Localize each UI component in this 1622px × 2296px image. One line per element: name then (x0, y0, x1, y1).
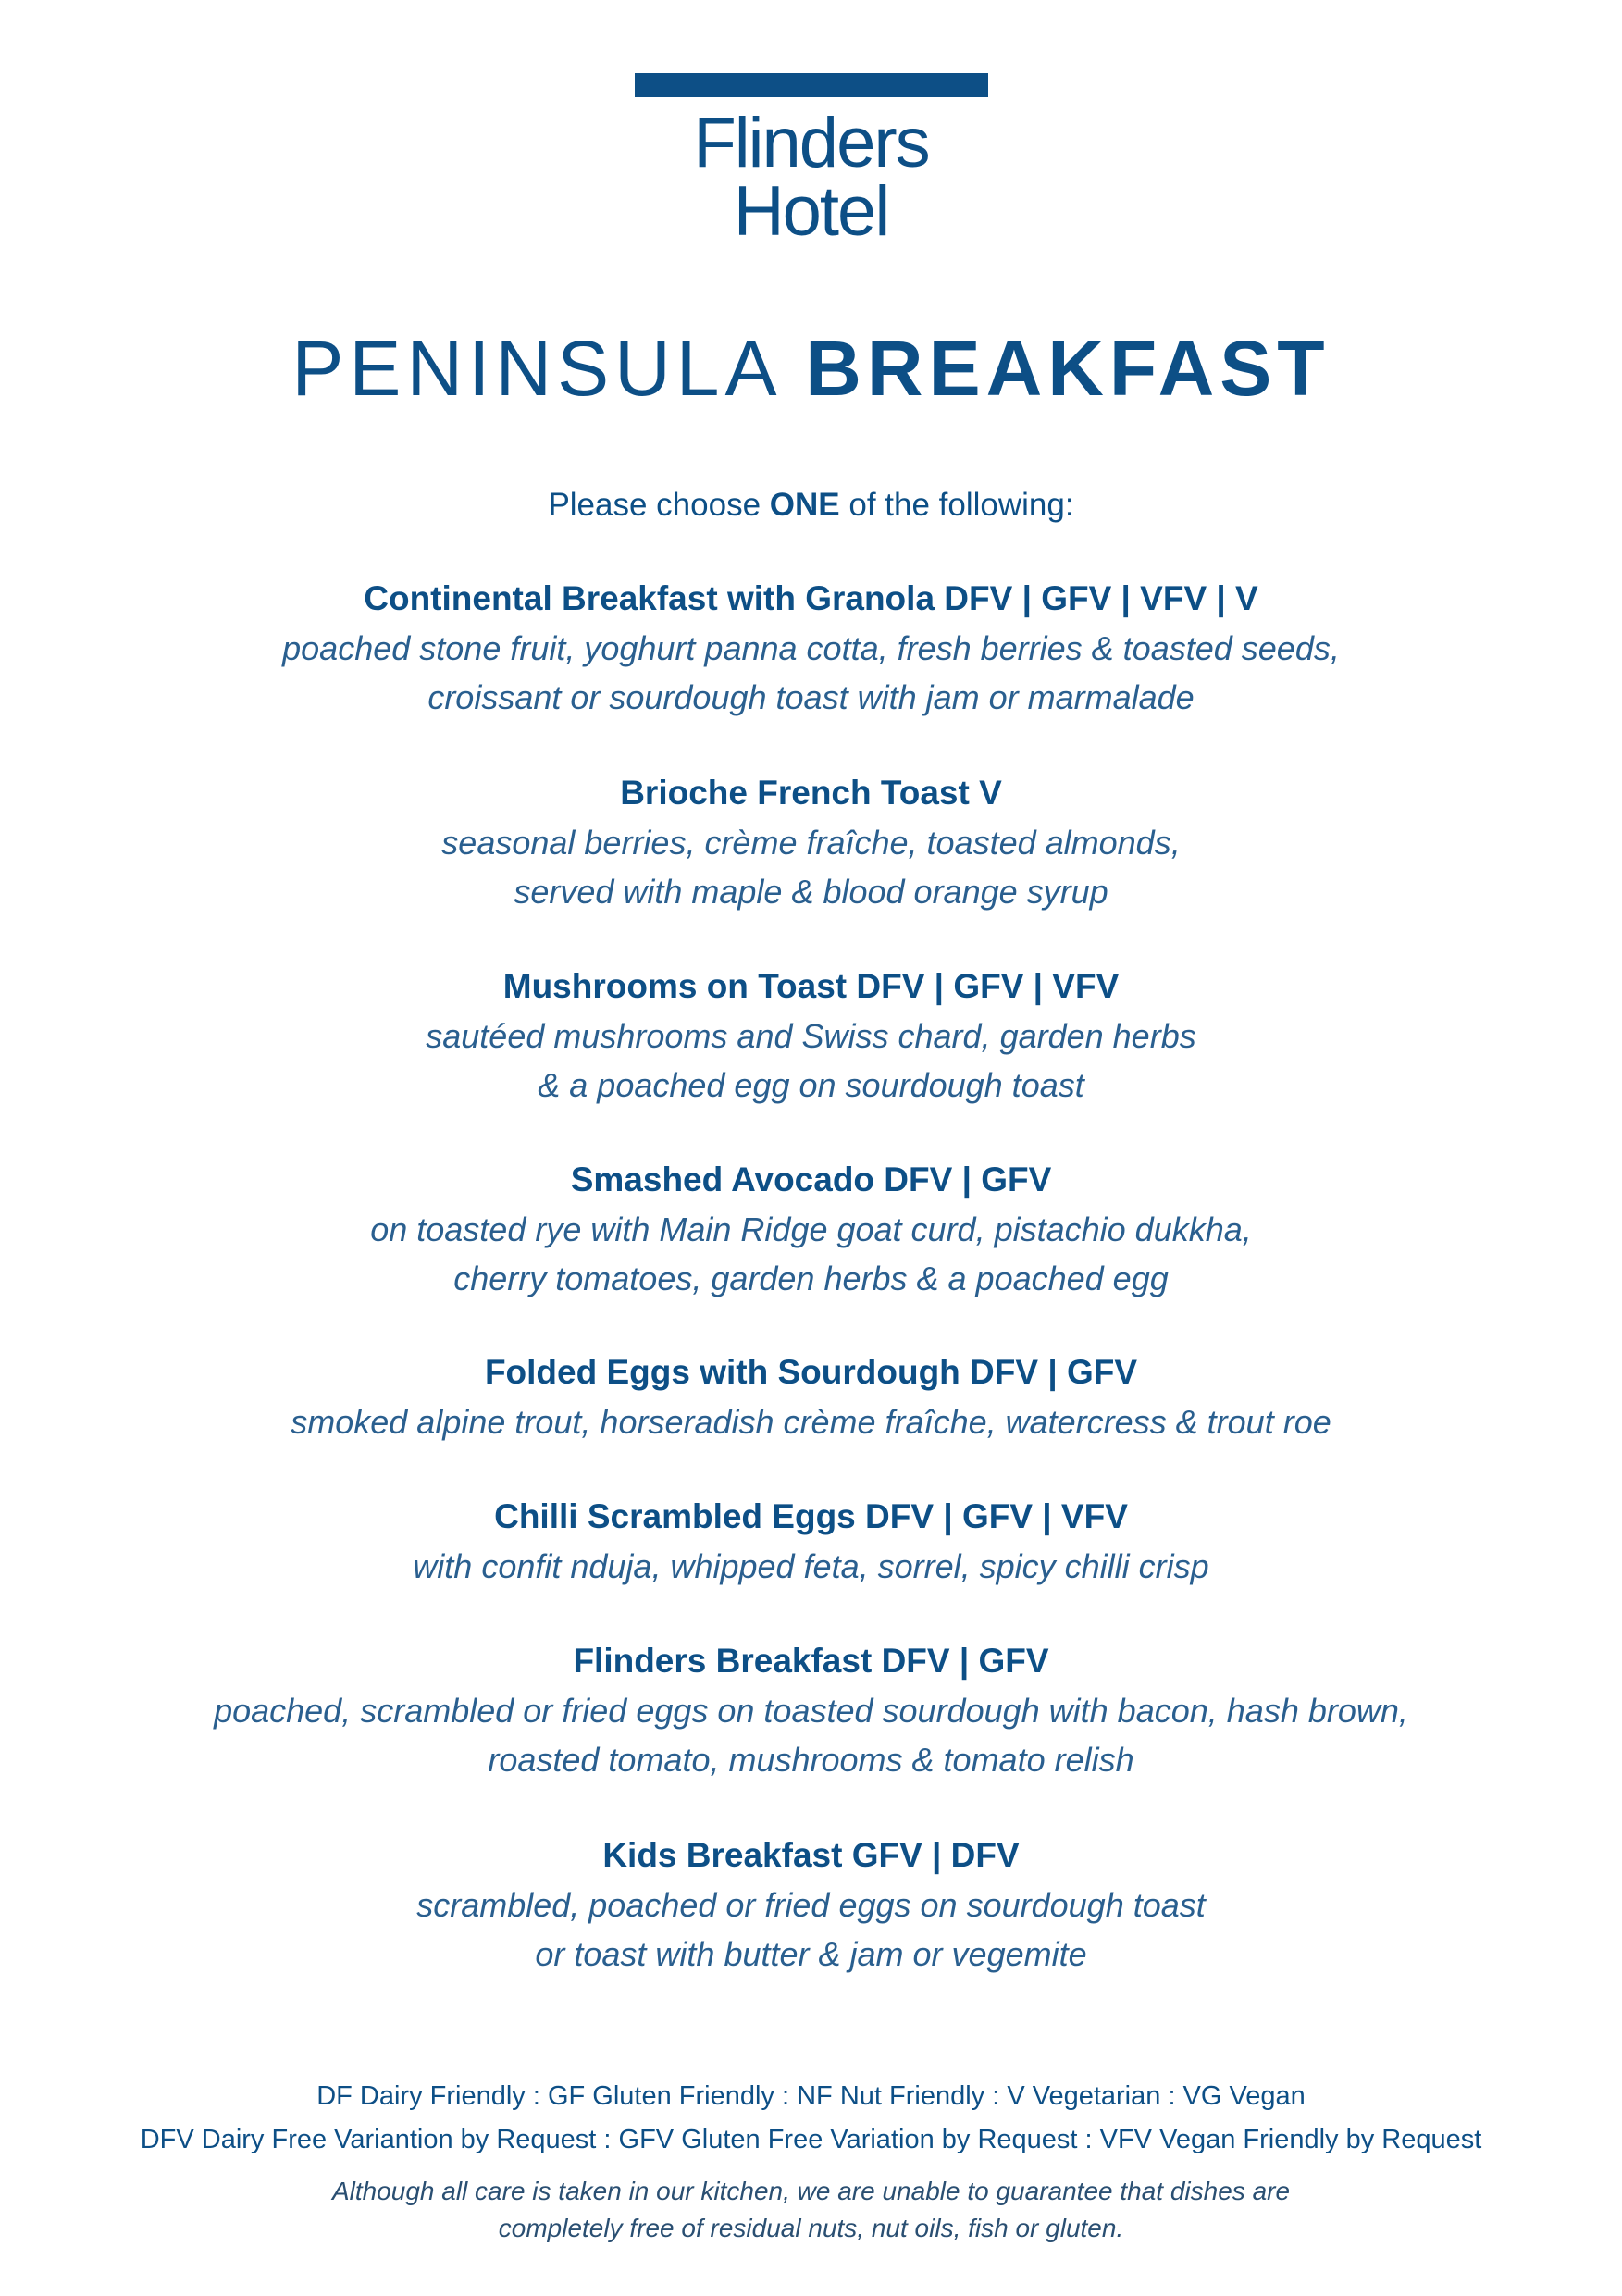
menu-item (56, 962, 1566, 1110)
menu-item-title: Mushrooms on Toast DFV | GFV | VFV (502, 967, 1120, 1005)
logo-line-1: Flinders (693, 104, 929, 182)
menu-item-desc: poached stone fruit, yoghurt panna cotta, fresh berries & toasted seeds, (282, 629, 1340, 667)
menu-item-title: Folded Eggs with Sourdough DFV | GFV (484, 1353, 1138, 1391)
dietary-legend: DF Dairy Friendly : GF Gluten Friendly : NF Nut Friendly : V Vegetarian : VG Vegan (316, 2081, 1306, 2111)
menu-item-desc: croissant or sourdough toast with jam or marmalade (427, 678, 1195, 716)
menu-item (56, 1155, 1566, 1303)
menu-item-title: Continental Breakfast with Granola DFV | GFV | VFV | V (364, 579, 1258, 617)
title-bold: BREAKFAST (805, 325, 1331, 412)
menu-item-desc: cherry tomatoes, garden herbs & a poached egg (453, 1260, 1169, 1297)
hotel-logo (555, 104, 1067, 251)
disclaimer-line-2: completely free of residual nuts, nut oils, fish or gluten. (498, 2214, 1124, 2242)
menu-item-desc: or toast with butter & jam or vegemite (535, 1935, 1087, 1973)
menu-item-desc: seasonal berries, crème fraîche, toasted almonds, (441, 824, 1181, 862)
menu-item-desc: on toasted rye with Main Ridge goat curd, pistachio dukkha, (370, 1210, 1252, 1248)
menu-item-title: Brioche French Toast V (620, 774, 1002, 812)
logo-bar (635, 73, 988, 97)
menu-item (56, 1831, 1566, 1979)
menu-item-title: Kids Breakfast GFV | DFV (602, 1836, 1020, 1874)
menu-item-desc: poached, scrambled or fried eggs on toasted sourdough with bacon, hash brown, (214, 1692, 1408, 1730)
menu-item-desc: smoked alpine trout, horseradish crème fraîche, watercress & trout roe (291, 1403, 1331, 1441)
intro-text (0, 483, 1622, 527)
menu-item-desc: sautéed mushrooms and Swiss chard, garden herbs (426, 1017, 1196, 1055)
menu-item-title: Flinders Breakfast DFV | GFV (573, 1642, 1049, 1680)
menu-item-desc: roasted tomato, mushrooms & tomato relish (488, 1741, 1134, 1779)
disclaimer-line-1: Although all care is taken in our kitchen, we are unable to guarantee that dishes are (331, 2177, 1291, 2205)
menu-item (56, 1347, 1566, 1446)
intro-prefix: Please choose (548, 487, 770, 523)
menu-item-title: Smashed Avocado DFV | GFV (570, 1160, 1052, 1198)
menu-item-desc: & a poached egg on sourdough toast (538, 1066, 1084, 1104)
logo-line-2: Hotel (733, 172, 889, 251)
menu-item (56, 574, 1566, 722)
allergen-disclaimer (0, 2173, 1622, 2247)
menu-item-desc: served with maple & blood orange syrup (514, 873, 1108, 911)
menu-item-desc: scrambled, poached or fried eggs on sourdough toast (416, 1886, 1206, 1924)
intro-emphasis: ONE (769, 487, 840, 523)
menu-item (56, 768, 1566, 916)
page-title (0, 324, 1622, 413)
menu-item-title: Chilli Scrambled Eggs DFV | GFV | VFV (494, 1497, 1128, 1535)
menu-item (56, 1636, 1566, 1784)
menu-item-desc: with confit nduja, whipped feta, sorrel, spicy chilli crisp (413, 1547, 1209, 1585)
variation-legend: DFV Dairy Free Variantion by Request : GFV Gluten Free Variation by Request : VFV Vegan Friendly by Request (140, 2125, 1482, 2154)
title-light: PENINSULA (291, 325, 778, 412)
menu-item (56, 1492, 1566, 1591)
intro-suffix: of the following: (839, 487, 1074, 523)
